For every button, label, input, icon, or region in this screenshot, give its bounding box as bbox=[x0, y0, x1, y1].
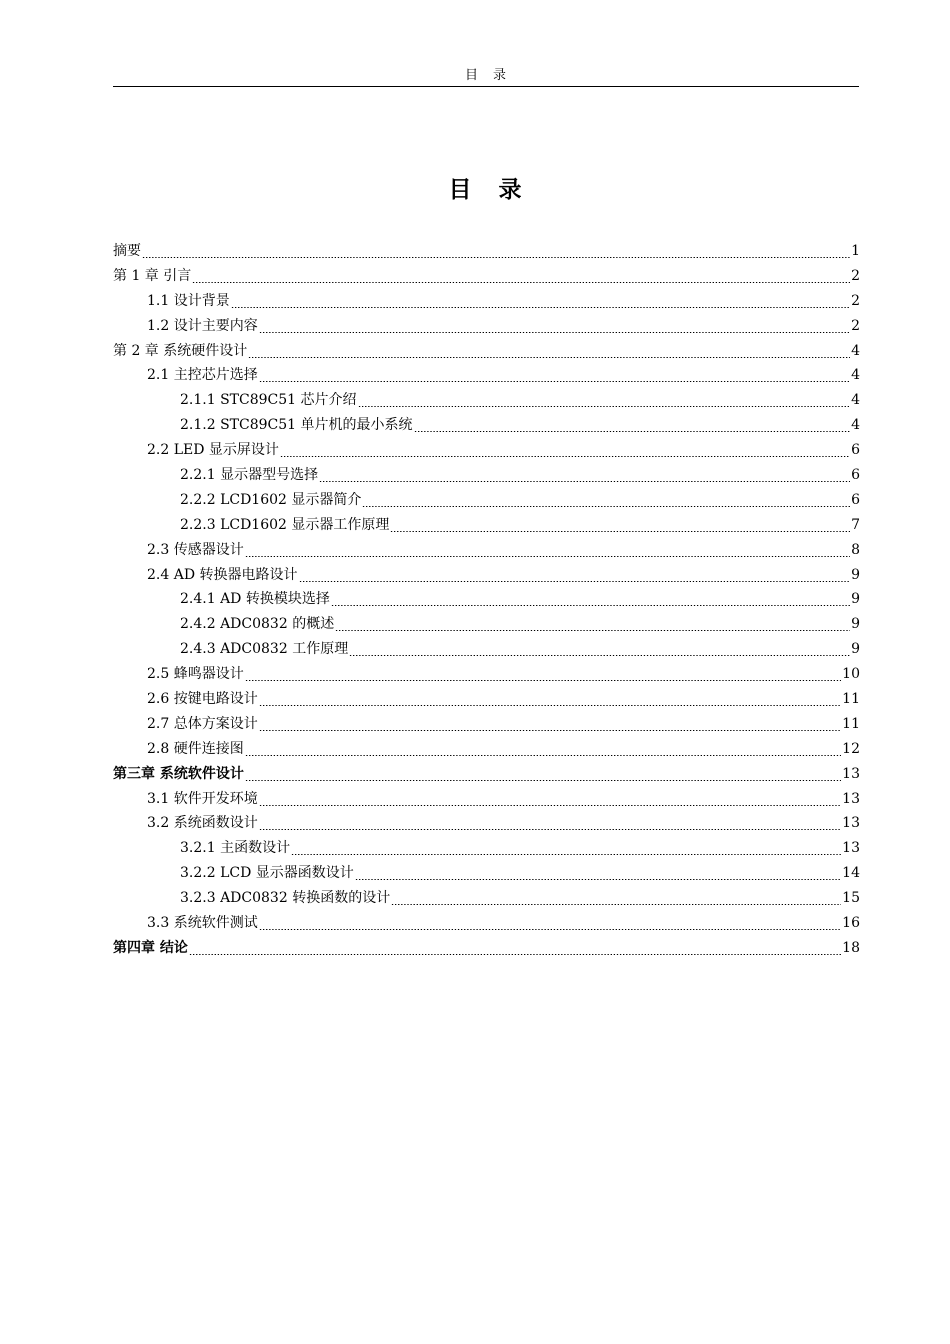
toc-dot-leader bbox=[259, 332, 850, 333]
toc-dot-leader bbox=[259, 929, 841, 930]
toc-entry[interactable] bbox=[113, 787, 860, 812]
toc-page-number: 13 bbox=[842, 765, 860, 782]
toc-entry[interactable] bbox=[113, 264, 860, 289]
toc-dot-leader bbox=[259, 705, 841, 706]
toc-page-number: 1 bbox=[851, 243, 860, 259]
toc-page-number: 9 bbox=[851, 591, 860, 608]
toc-entry-title: 2.1 主控芯片选择 bbox=[147, 367, 258, 384]
page-header bbox=[113, 66, 859, 87]
toc-dot-leader bbox=[390, 531, 850, 532]
toc-entry[interactable] bbox=[113, 289, 860, 314]
toc-entry[interactable] bbox=[113, 687, 860, 712]
running-title: 目 录 bbox=[464, 68, 507, 83]
toc-entry-title: 2.4.3 ADC0832 工作原理 bbox=[180, 641, 349, 658]
toc-entry-title: 2.1.2 STC89C51 单片机的最小系统 bbox=[180, 417, 413, 434]
toc-entry[interactable] bbox=[113, 712, 860, 737]
toc-page-number: 16 bbox=[842, 915, 860, 932]
toc-entry-title: 3.1 软件开发环境 bbox=[147, 790, 258, 807]
toc-entry-title: 摘要 bbox=[113, 243, 141, 259]
toc-entry[interactable] bbox=[113, 762, 860, 787]
toc-entry[interactable] bbox=[113, 239, 860, 264]
toc-dot-leader bbox=[358, 406, 851, 407]
toc-dot-leader bbox=[331, 605, 850, 606]
toc-page-number: 4 bbox=[851, 392, 860, 409]
toc-dot-leader bbox=[391, 904, 841, 905]
toc-dot-leader bbox=[349, 655, 850, 656]
toc-entry-title: 2.4 AD 转换器电路设计 bbox=[147, 566, 298, 583]
toc-dot-leader bbox=[245, 780, 841, 781]
toc-page-number: 13 bbox=[842, 790, 860, 807]
toc-entry-title: 3.2.2 LCD 显示器函数设计 bbox=[180, 865, 354, 882]
toc-entry-title: 1.2 设计主要内容 bbox=[147, 317, 258, 334]
toc-entry[interactable] bbox=[113, 836, 860, 861]
toc-page-number: 9 bbox=[851, 641, 860, 658]
toc-dot-leader bbox=[189, 954, 841, 955]
toc-dot-leader bbox=[248, 357, 850, 358]
toc-page-number: 6 bbox=[851, 467, 860, 484]
toc-entry-title: 2.6 按键电路设计 bbox=[147, 691, 258, 708]
toc-page-number: 11 bbox=[842, 691, 860, 708]
toc-dot-leader bbox=[245, 680, 841, 681]
toc-entry-title: 2.5 蜂鸣器设计 bbox=[147, 666, 244, 683]
toc-entry-title: 2.2.1 显示器型号选择 bbox=[180, 467, 319, 484]
toc-dot-leader bbox=[319, 481, 850, 482]
toc-entry[interactable] bbox=[113, 538, 860, 563]
toc-entry-title: 2.4.1 AD 转换模块选择 bbox=[180, 591, 330, 608]
toc-entry[interactable] bbox=[113, 637, 860, 662]
toc-page-number: 4 bbox=[851, 417, 860, 434]
toc-dot-leader bbox=[192, 282, 850, 283]
toc-dot-leader bbox=[231, 307, 850, 308]
toc-page-number: 4 bbox=[851, 342, 860, 359]
toc-entry[interactable] bbox=[113, 662, 860, 687]
toc-page-number: 2 bbox=[851, 267, 860, 284]
toc-page-number: 15 bbox=[842, 890, 860, 907]
toc-entry[interactable] bbox=[113, 587, 860, 612]
toc-entry-title: 2.8 硬件连接图 bbox=[147, 740, 244, 757]
toc-entry[interactable] bbox=[113, 463, 860, 488]
toc-dot-leader bbox=[259, 829, 841, 830]
toc-page-number: 9 bbox=[851, 616, 860, 633]
table-of-contents bbox=[113, 239, 860, 961]
toc-entry[interactable] bbox=[113, 911, 860, 936]
toc-dot-leader bbox=[245, 556, 850, 557]
toc-page-number: 13 bbox=[842, 815, 860, 832]
toc-page-number: 7 bbox=[851, 516, 860, 533]
toc-dot-leader bbox=[259, 730, 841, 731]
toc-page-number: 18 bbox=[842, 939, 860, 956]
toc-entry-title: 2.7 总体方案设计 bbox=[147, 715, 258, 732]
toc-entry-title: 第三章 系统软件设计 bbox=[113, 765, 244, 782]
toc-dot-leader bbox=[335, 630, 850, 631]
toc-entry-title: 3.2 系统函数设计 bbox=[147, 815, 258, 832]
toc-entry[interactable] bbox=[113, 861, 860, 886]
toc-page-number: 2 bbox=[851, 317, 860, 334]
toc-page-number: 4 bbox=[851, 367, 860, 384]
toc-entry[interactable] bbox=[113, 886, 860, 911]
toc-dot-leader bbox=[355, 879, 841, 880]
toc-dot-leader bbox=[414, 431, 851, 432]
toc-entry-title: 第 1 章 引言 bbox=[113, 267, 192, 284]
toc-entry[interactable] bbox=[113, 488, 860, 513]
toc-entry-title: 3.2.3 ADC0832 转换函数的设计 bbox=[180, 890, 391, 907]
toc-page-number: 11 bbox=[842, 715, 860, 732]
toc-entry-title: 2.3 传感器设计 bbox=[147, 541, 244, 558]
toc-entry-title: 第四章 结论 bbox=[113, 939, 188, 956]
toc-entry[interactable] bbox=[113, 388, 860, 413]
toc-entry-title: 2.2 LED 显示屏设计 bbox=[147, 442, 279, 459]
toc-entry[interactable] bbox=[113, 936, 860, 961]
toc-page-number: 6 bbox=[851, 442, 860, 459]
toc-page-number: 13 bbox=[842, 840, 860, 857]
toc-entry[interactable] bbox=[113, 363, 860, 388]
toc-entry-title: 2.2.2 LCD1602 显示器简介 bbox=[180, 491, 362, 508]
toc-entry[interactable] bbox=[113, 513, 860, 538]
toc-page-number: 6 bbox=[851, 491, 860, 508]
toc-page-number: 9 bbox=[851, 566, 860, 583]
toc-entry[interactable] bbox=[113, 314, 860, 339]
toc-page-number: 10 bbox=[842, 666, 860, 683]
toc-dot-leader bbox=[291, 854, 841, 855]
toc-dot-leader bbox=[245, 755, 841, 756]
toc-page-number: 2 bbox=[851, 292, 860, 309]
toc-entry[interactable] bbox=[113, 438, 860, 463]
toc-dot-leader bbox=[280, 456, 850, 457]
toc-dot-leader bbox=[362, 506, 850, 507]
toc-entry[interactable] bbox=[113, 811, 860, 836]
toc-entry-title: 3.2.1 主函数设计 bbox=[180, 840, 291, 857]
toc-page-number: 14 bbox=[842, 865, 860, 882]
toc-entry[interactable] bbox=[113, 413, 860, 438]
toc-entry-title: 2.1.1 STC89C51 芯片介绍 bbox=[180, 392, 357, 409]
toc-entry-title: 2.4.2 ADC0832 的概述 bbox=[180, 616, 335, 633]
toc-dot-leader bbox=[142, 257, 850, 258]
toc-entry[interactable] bbox=[113, 737, 860, 762]
toc-entry[interactable] bbox=[113, 563, 860, 588]
toc-page-number: 12 bbox=[842, 740, 860, 757]
toc-entry-title: 3.3 系统软件测试 bbox=[147, 915, 258, 932]
toc-entry-title: 1.1 设计背景 bbox=[147, 292, 230, 309]
toc-entry-title: 第 2 章 系统硬件设计 bbox=[113, 342, 248, 359]
toc-entry-title: 2.2.3 LCD1602 显示器工作原理 bbox=[180, 516, 390, 533]
toc-entry[interactable] bbox=[113, 339, 860, 364]
toc-entry[interactable] bbox=[113, 612, 860, 637]
toc-dot-leader bbox=[259, 381, 850, 382]
page-title: 目 录 bbox=[448, 177, 524, 203]
toc-dot-leader bbox=[259, 805, 841, 806]
toc-dot-leader bbox=[299, 581, 851, 582]
toc-page-number: 8 bbox=[851, 541, 860, 558]
